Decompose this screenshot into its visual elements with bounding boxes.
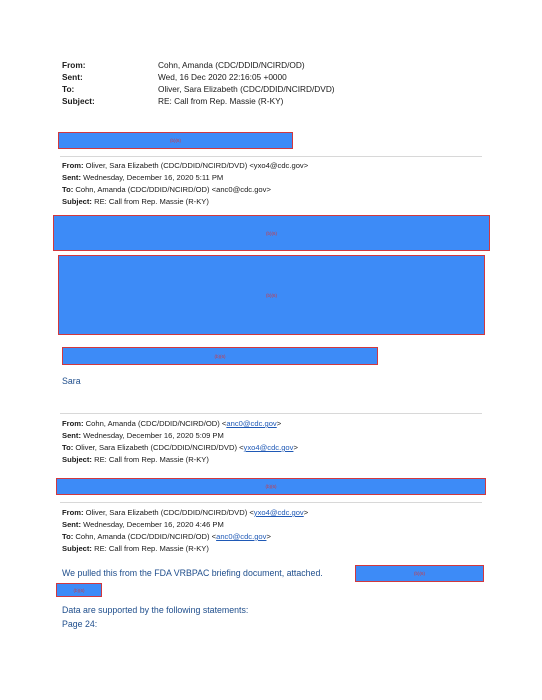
email3-to-label: To: [62,532,74,541]
redaction-box [58,132,293,149]
email2-from-line [62,419,281,428]
email1-sent-label: Sent: [62,173,81,182]
email1-from-line [62,161,308,170]
email1-sent-line [62,173,223,182]
redaction-label: (b)(6) [266,292,277,298]
redaction-box [56,478,486,495]
email2-sent-value: Wednesday, December 16, 2020 5:09 PM [83,431,224,440]
email3-subject-line [62,544,209,553]
email3-from-label: From: [62,508,84,517]
header-subject-label: Subject: [62,96,95,106]
header-to-label: To: [62,84,75,94]
email1-signature: Sara [62,376,81,386]
redaction-box [62,347,378,365]
separator-rule [60,413,482,414]
close-bracket: > [266,532,271,541]
email1-subject-line [62,197,209,206]
email3-to-email-link[interactable]: anc0@cdc.gov [216,532,267,541]
email2-from-value: Cohn, Amanda (CDC/DDID/NCIRD/OD) < [85,419,227,428]
header-from-label: From: [62,60,86,70]
email1-to-value: Cohn, Amanda (CDC/DDID/NCIRD/OD) <anc0@cdc.gov> [75,185,271,194]
email1-from-value: Oliver, Sara Elizabeth (CDC/DDID/NCIRD/DVD) <yxo4@cdc.gov> [85,161,309,170]
email1-to-line [62,185,271,194]
email3-from-email-link[interactable]: yxo4@cdc.gov [253,508,304,517]
email1-subject-value: RE: Call from Rep. Massie (R-KY) [94,197,209,206]
redaction-label: (b)(6) [266,230,277,236]
email2-from-email-link[interactable]: anc0@cdc.gov [226,419,277,428]
separator-rule [60,156,482,157]
email2-sent-line [62,431,224,440]
header-sent-value: Wed, 16 Dec 2020 22:16:05 +0000 [158,72,287,82]
redaction-label: (b)(6) [73,587,85,593]
email1-subject-label: Subject: [62,197,92,206]
redaction-label: (b)(6) [414,571,425,576]
email3-from-line [62,508,308,517]
email3-to-value: Cohn, Amanda (CDC/DDID/NCIRD/OD) < [75,532,217,541]
email2-from-label: From: [62,419,84,428]
email3-subject-label: Subject: [62,544,92,553]
header-to-value: Oliver, Sara Elizabeth (CDC/DDID/NCIRD/DVD) [158,84,335,94]
email3-body-line3: Page 24: [62,619,98,629]
email3-from-value: Oliver, Sara Elizabeth (CDC/DDID/NCIRD/DVD) < [85,508,254,517]
email3-to-line [62,532,271,541]
redaction-label: (b)(6) [265,484,277,489]
close-bracket: > [293,443,298,452]
header-subject-value: RE: Call from Rep. Massie (R-KY) [158,96,284,106]
redaction-box [56,583,102,597]
redaction-box [355,565,484,582]
redaction-label: (b)(6) [170,138,181,143]
redaction-box [53,215,490,251]
close-bracket: > [276,419,282,428]
email2-subject-line [62,455,209,464]
email2-subject-label: Subject: [62,455,92,464]
email3-body-line1: We pulled this from the FDA VRBPAC briefing document, attached. [62,568,323,578]
redaction-label: (b)(6) [214,353,226,359]
email3-body-line2: Data are supported by the following statements: [62,605,249,615]
email1-to-label: To: [62,185,74,194]
email2-sent-label: Sent: [62,431,81,440]
email2-to-value: Oliver, Sara Elizabeth (CDC/DDID/NCIRD/DVD) < [75,443,244,452]
separator-rule [60,502,482,503]
redaction-box [58,255,485,335]
email2-to-email-link[interactable]: yxo4@cdc.gov [243,443,294,452]
email3-sent-line [62,520,224,529]
email3-sent-value: Wednesday, December 16, 2020 4:46 PM [83,520,224,529]
email2-to-label: To: [62,443,74,452]
email1-from-label: From: [62,161,84,170]
close-bracket: > [303,508,309,517]
email3-subject-value: RE: Call from Rep. Massie (R-KY) [94,544,209,553]
header-sent-label: Sent: [62,72,83,82]
email1-sent-value: Wednesday, December 16, 2020 5:11 PM [83,173,224,182]
header-from-value: Cohn, Amanda (CDC/DDID/NCIRD/OD) [158,60,305,70]
email2-subject-value: RE: Call from Rep. Massie (R-KY) [94,455,209,464]
email2-to-line [62,443,298,452]
email3-sent-label: Sent: [62,520,81,529]
